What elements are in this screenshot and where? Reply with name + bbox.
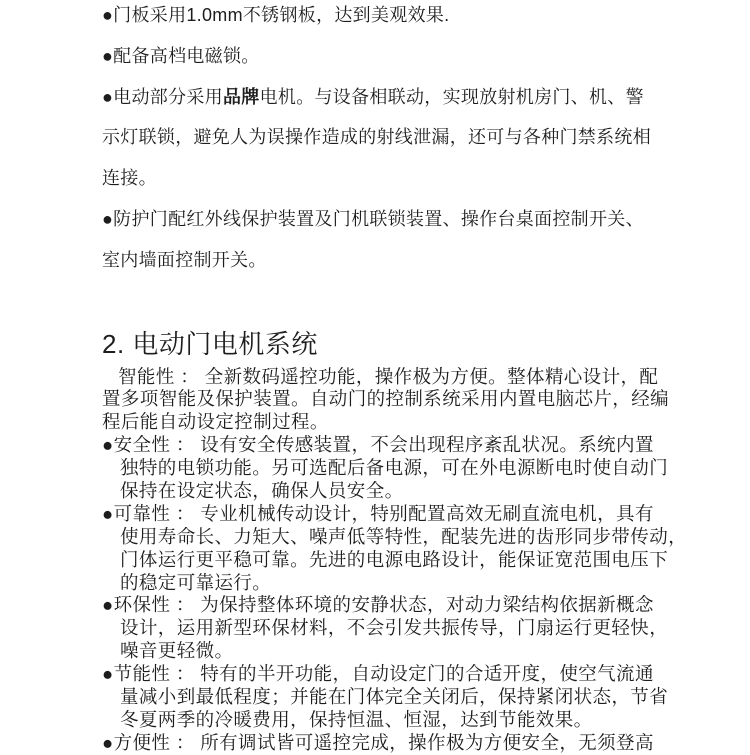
brand-bold-text: 品牌 bbox=[222, 86, 260, 107]
text-line: ●防护门配红外线保护装置及门机联锁装置、操作台桌面控制开关、 bbox=[102, 208, 644, 229]
section-heading: 2. 电动门电机系统 bbox=[102, 328, 318, 359]
bullet-list-top bbox=[102, 0, 688, 281]
text-segment: 电机。与设备相联动，实现放射机房门、机、警 bbox=[259, 86, 644, 107]
feature-para-eco bbox=[102, 594, 688, 663]
text-line: ●安全性 ： 设有安全传感装置，不会出现程序紊乱状况。系统内置 bbox=[102, 434, 654, 456]
text-line: 的稳定可靠运行。 bbox=[120, 571, 272, 593]
text-line: 智能性 ： 全新数码遥控功能，操作极为方便。整体精心设计，配 bbox=[118, 365, 659, 387]
feature-para-reliability bbox=[102, 503, 688, 595]
feature-para-safety bbox=[102, 434, 688, 503]
text-line: ●方便性 ： 所有调试皆可遥控完成，操作极为方便安全，无须登高 bbox=[102, 731, 654, 753]
feature-list bbox=[102, 366, 688, 755]
text-segment: ●电动部分采用 bbox=[102, 86, 223, 107]
text-line: ●环保性 ： 为保持整体环境的安静状态，对动力梁结构依据新概念 bbox=[102, 594, 654, 616]
feature-para-convenience bbox=[102, 732, 688, 755]
feature-para-energy bbox=[102, 663, 688, 732]
document-page bbox=[102, 0, 688, 755]
text-line: 程后能自动设定控制过程。 bbox=[102, 411, 329, 433]
text-line: 置多项智能及保护装置。自动门的控制系统采用内置电脑芯片，经编 bbox=[102, 388, 670, 410]
text-line: 噪音更轻微。 bbox=[120, 640, 234, 662]
text-line: 冬夏两季的冷暖费用，保持恒温、恒湿，达到节能效果。 bbox=[120, 708, 593, 730]
text-line: 量减小到最低程度；并能在门体完全关闭后，保持紧闭状态，节省 bbox=[120, 686, 669, 708]
text-line: ●门板采用1.0mm不锈钢板，达到美观效果. bbox=[102, 5, 450, 25]
text-line: 示灯联锁，避免人为误操作造成的射线泄漏，还可与各种门禁系统相 bbox=[102, 127, 651, 148]
text-line: 使用寿命长、力矩大、噪声低等特性，配装先进的齿形同步带传动， bbox=[120, 525, 688, 547]
text-line bbox=[102, 77, 688, 118]
text-line: 设计，运用新型环保材料，不会引发共振传导，门扇运行更轻快， bbox=[120, 617, 669, 639]
text-line: 保持在设定状态，确保人员安全。 bbox=[120, 480, 404, 502]
feature-para-intelligence bbox=[102, 366, 688, 435]
text-line: 独特的电锁功能。另可选配后备电源，可在外电源断电时使自动门 bbox=[120, 457, 669, 479]
text-line: ●节能性 ： 特有的半开功能，自动设定门的合适开度，使空气流通 bbox=[102, 663, 654, 685]
text-line: ●配备高档电磁锁。 bbox=[102, 45, 260, 66]
text-line: ●可靠性 ： 专业机械传动设计，特别配置高效无刷直流电机，具有 bbox=[102, 502, 654, 524]
text-line: 连接。 bbox=[102, 168, 157, 189]
text-line: 门体运行更平稳可靠。先进的电源电路设计，能保证宽范围电压下 bbox=[120, 548, 669, 570]
text-line: 室内墙面控制开关。 bbox=[102, 249, 267, 270]
